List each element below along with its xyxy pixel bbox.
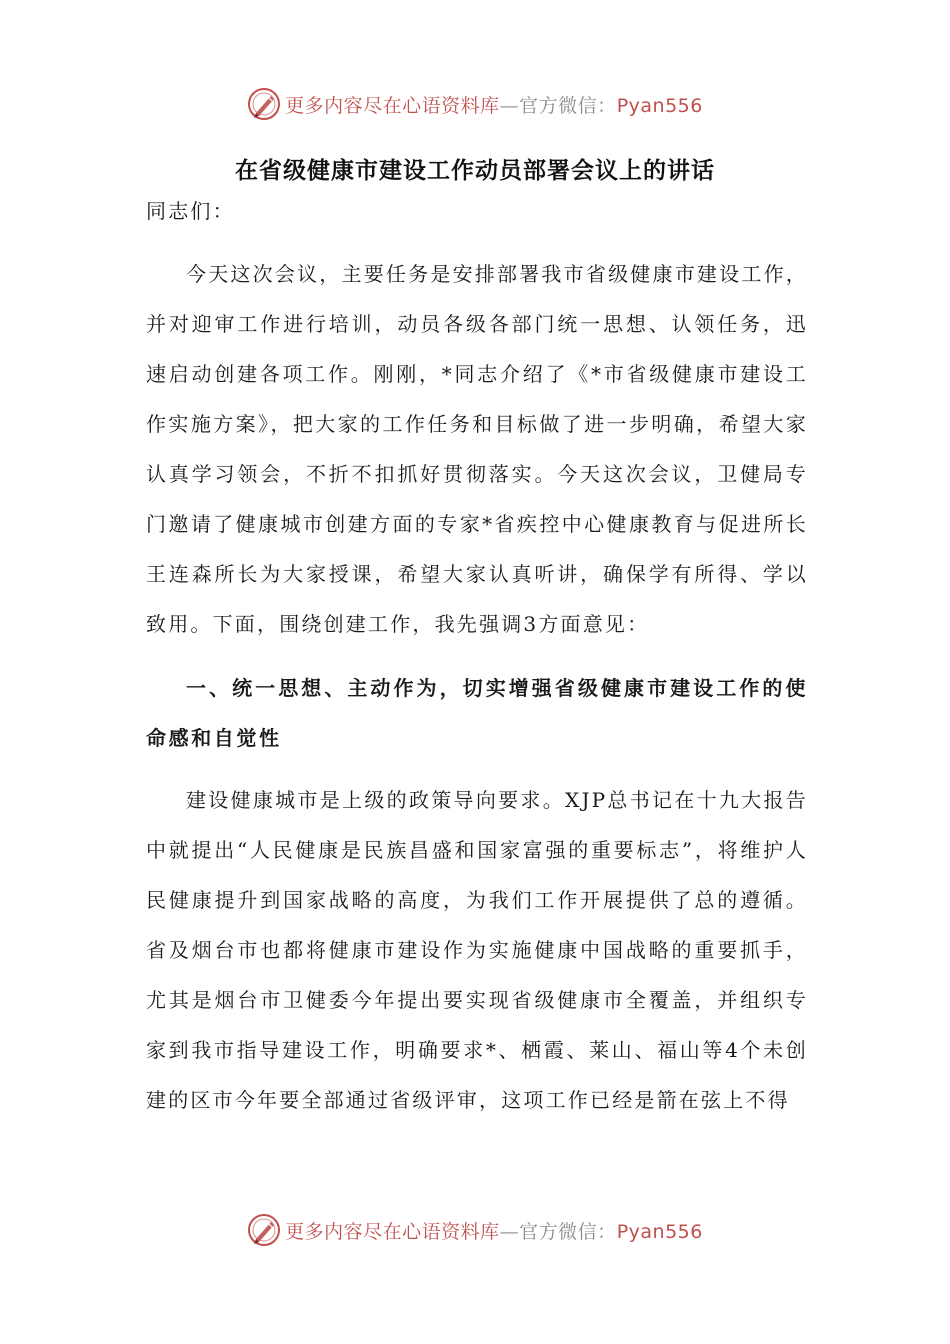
pen-logo-icon bbox=[247, 1213, 281, 1247]
watermark-text bbox=[285, 91, 703, 118]
watermark-dash: — bbox=[499, 1220, 520, 1243]
document-title: 在省级健康市建设工作动员部署会议上的讲话 bbox=[235, 158, 715, 184]
watermark-slogan: 更多内容尽在心语资料库 bbox=[285, 94, 500, 117]
greeting: 同志们： bbox=[146, 199, 235, 223]
watermark-slogan: 更多内容尽在心语资料库 bbox=[285, 1220, 500, 1243]
watermark-label: 官方微信： bbox=[519, 1220, 617, 1243]
document-body bbox=[146, 186, 808, 1125]
watermark-wechat-id: Pyan556 bbox=[616, 94, 703, 117]
watermark-banner-bottom bbox=[0, 1210, 950, 1250]
watermark-wechat-id: Pyan556 bbox=[616, 1220, 703, 1243]
watermark-dash: — bbox=[499, 94, 520, 117]
watermark-banner-top bbox=[0, 84, 950, 124]
pen-logo-icon bbox=[247, 87, 281, 121]
watermark-text bbox=[285, 1217, 703, 1244]
paragraph-2: 建设健康城市是上级的政策导向要求。XJP总书记在十九大报告中就提出“人民健康是民族昌盛和国家富强的重要标志”，将维护人民健康提升到国家战略的高度，为我们工作开展提供了总的遵循。省及烟台市也都将健康市建设作为实施健康中国战略的重要抓手，尤其是烟台市卫健委今年提出要实现省级健康市全覆盖，并组织专家到我市指导建设工作，明确要求*、栖霞、莱山、福山等4个未创建的区市今年要全部通过省级评审，这项工作已经是箭在弦上不得 bbox=[146, 788, 808, 1112]
paragraph-1: 今天这次会议，主要任务是安排部署我市省级健康市建设工作，并对迎审工作进行培训，动员各级各部门统一思想、认领任务，迅速启动创建各项工作。刚刚，*同志介绍了《*市省级健康市建设工作实施方案》，把大家的工作任务和目标做了进一步明确，希望大家认真学习领会，不折不扣抓好贯彻落实。今天这次会议，卫健局专门邀请了健康城市创建方面的专家*省疾控中心健康教育与促进所长王连森所长为大家授课，希望大家认真听讲，确保学有所得、学以致用。下面，围绕创建工作，我先强调3方面意见： bbox=[146, 262, 808, 636]
section-heading-1: 一、统一思想、主动作为，切实增强省级健康市建设工作的使命感和自觉性 bbox=[146, 676, 808, 750]
watermark-label: 官方微信： bbox=[519, 94, 617, 117]
